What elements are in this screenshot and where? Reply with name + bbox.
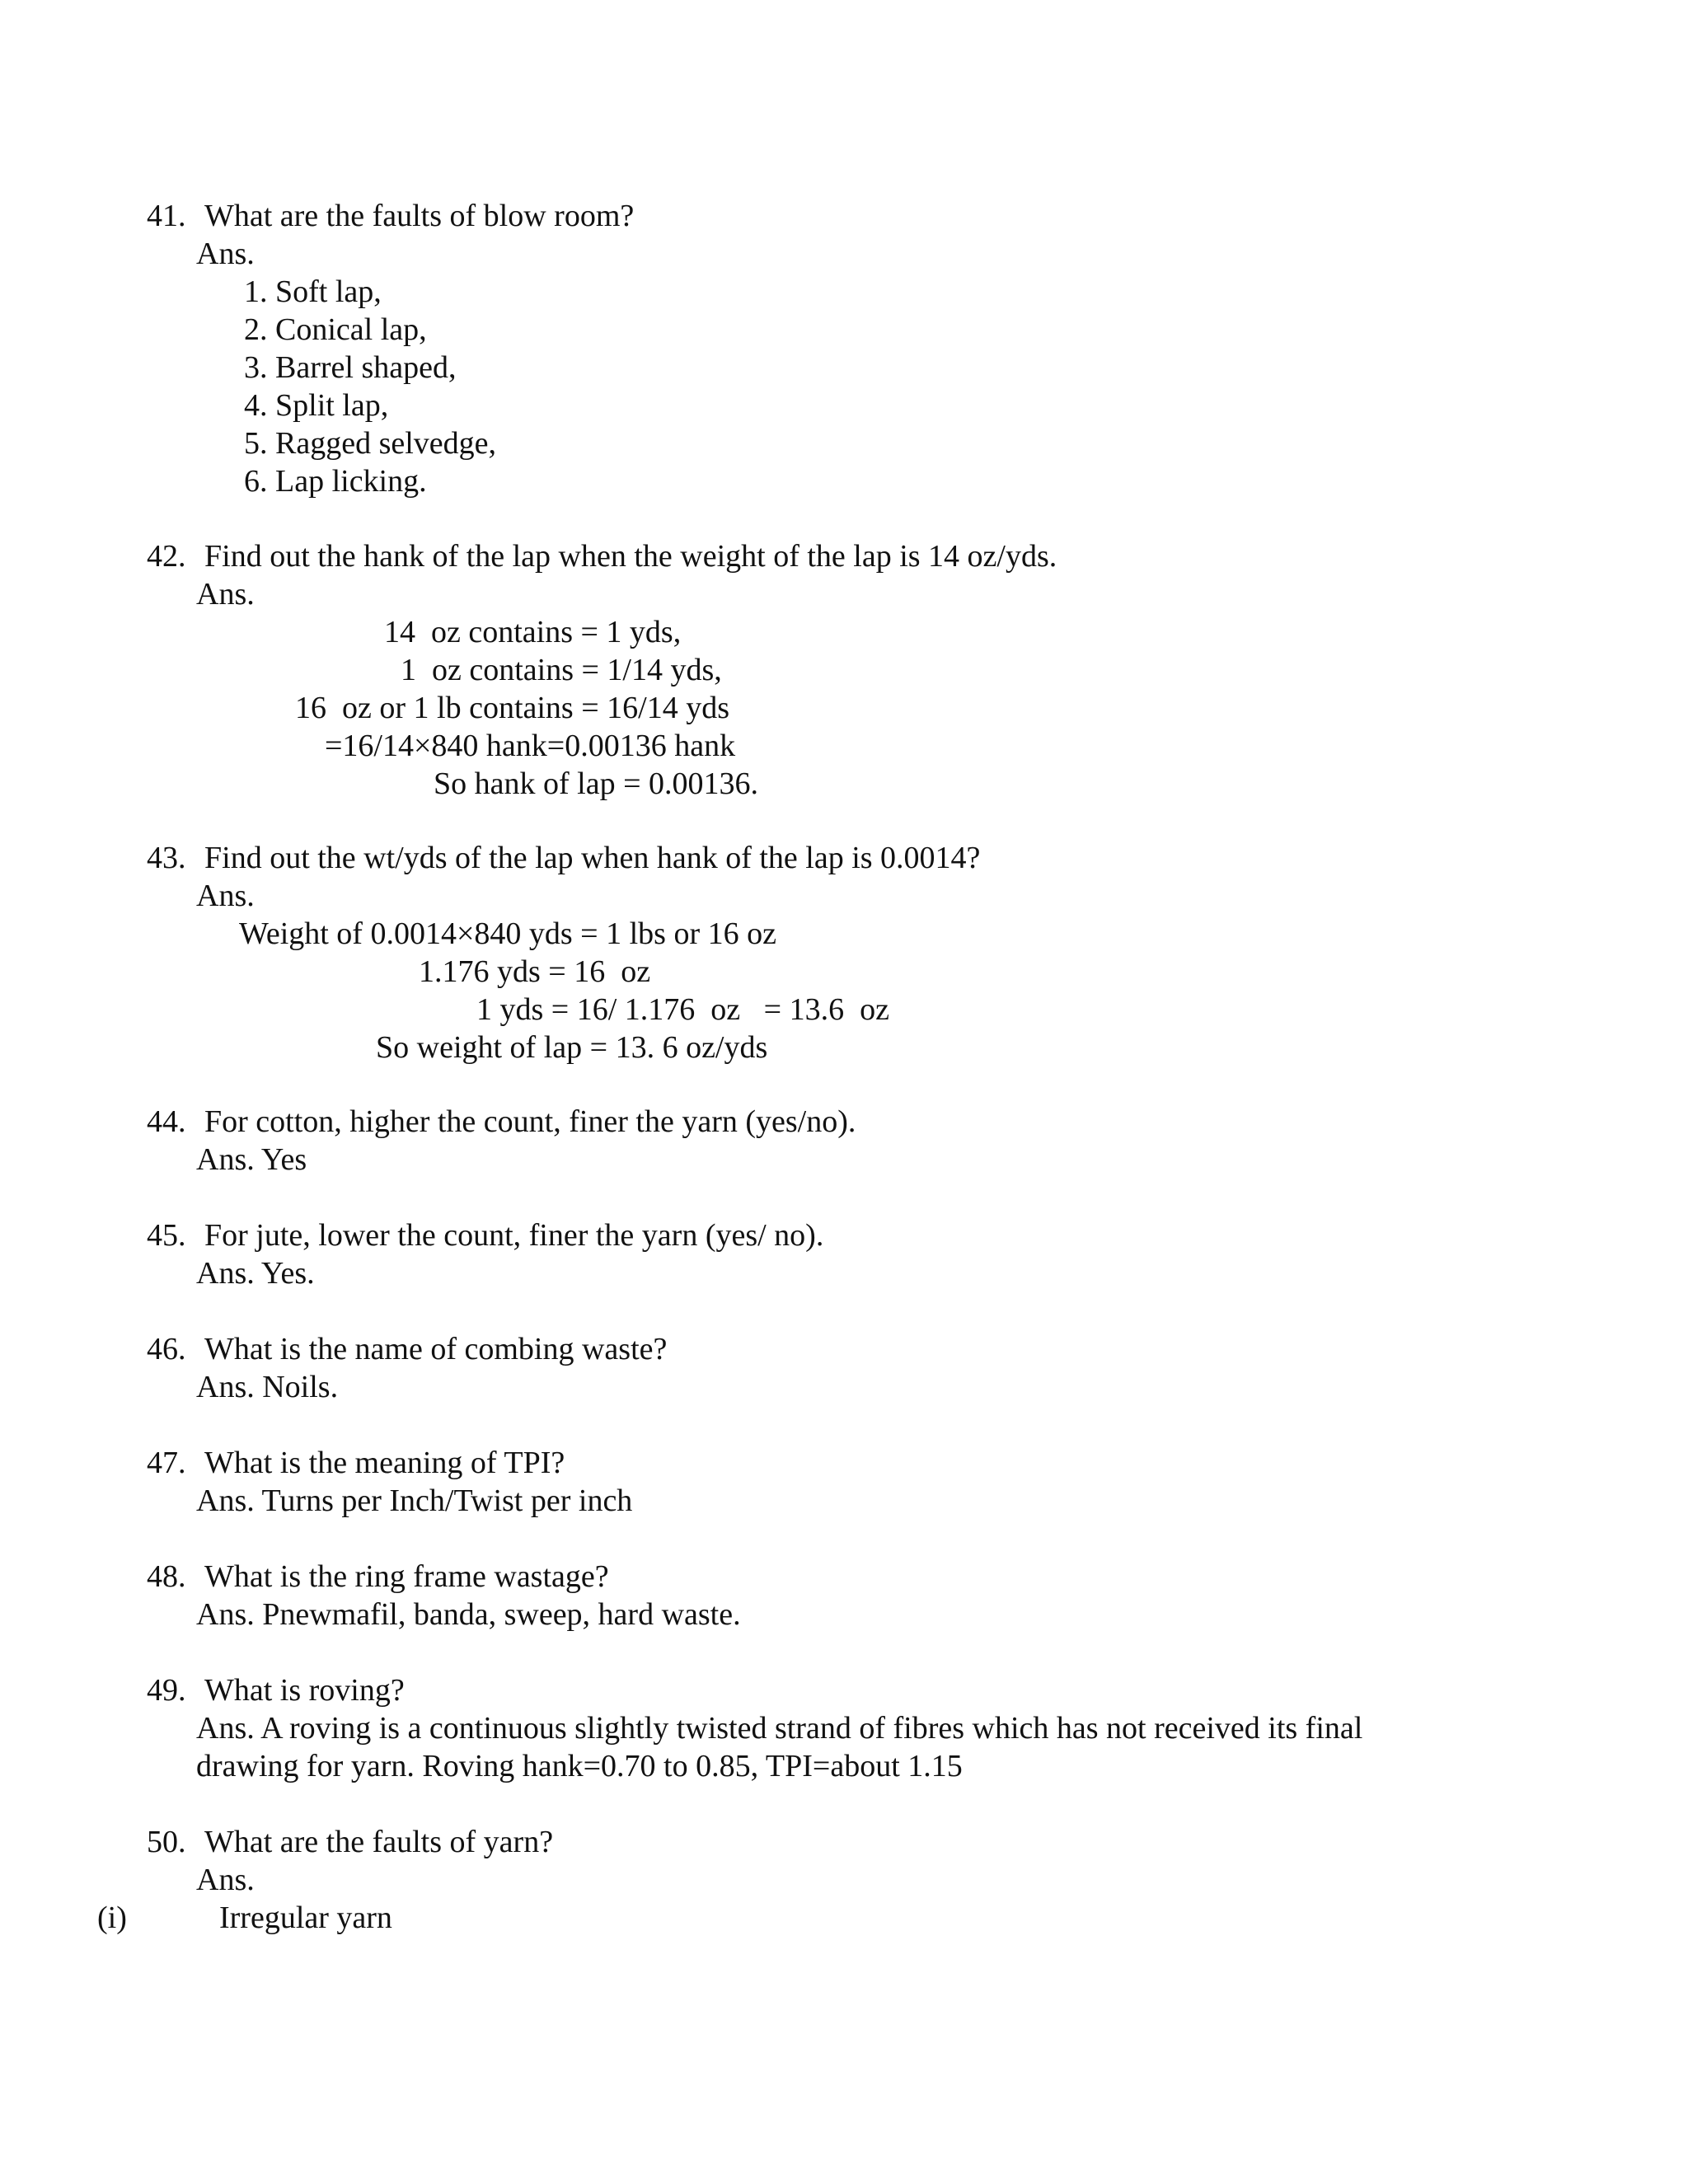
calculation-line: Weight of 0.0014×840 yds = 1 lbs or 16 oz (239, 916, 776, 951)
question-text: What are the faults of blow room? (204, 199, 635, 233)
calculation-line: 14 oz contains = 1 yds, (384, 615, 682, 649)
question-number: 44. (147, 1104, 186, 1139)
question-text: For jute, lower the count, finer the yarn (yes/ no). (204, 1218, 824, 1253)
answer-text: Ans. Pnewmafil, banda, sweep, hard waste. (196, 1597, 741, 1632)
calculation-line: =16/14×840 hank=0.00136 hank (325, 729, 736, 763)
answer-text: Ans. Noils. (196, 1370, 339, 1404)
question-number: 42. (147, 539, 186, 574)
list-item: 2. Conical lap, (244, 312, 427, 347)
calculation-line: 1.176 yds = 16 oz (419, 954, 651, 989)
answer-text: drawing for yarn. Roving hank=0.70 to 0.85, TPI=about 1.15 (196, 1749, 963, 1783)
question-text: Find out the wt/yds of the lap when hank of the lap is 0.0014? (204, 841, 981, 875)
calculation-line: So weight of lap = 13. 6 oz/yds (376, 1030, 768, 1065)
question-text: Find out the hank of the lap when the weight of the lap is 14 oz/yds. (204, 539, 1057, 574)
question-text: What is the name of combing waste? (204, 1332, 668, 1366)
sub-item-text: Irregular yarn (219, 1900, 392, 1935)
sub-item-marker: (i) (97, 1900, 127, 1935)
calculation-line: 16 oz or 1 lb contains = 16/14 yds (295, 691, 729, 725)
answer-text: Ans. Turns per Inch/Twist per inch (196, 1483, 633, 1518)
question-number: 43. (147, 841, 186, 875)
question-text: What are the faults of yarn? (204, 1825, 554, 1859)
answer-label: Ans. (196, 577, 255, 612)
answer-label: Ans. (196, 237, 255, 271)
answer-label: Ans. (196, 1863, 255, 1897)
question-number: 46. (147, 1332, 186, 1366)
question-number: 41. (147, 199, 186, 233)
question-number: 45. (147, 1218, 186, 1253)
question-number: 47. (147, 1446, 186, 1480)
question-number: 48. (147, 1559, 186, 1594)
question-number: 49. (147, 1673, 186, 1708)
answer-text: Ans. Yes (196, 1142, 307, 1177)
list-item: 5. Ragged selvedge, (244, 426, 497, 461)
question-text: For cotton, higher the count, finer the yarn (yes/no). (204, 1104, 856, 1139)
list-item: 4. Split lap, (244, 388, 389, 423)
question-number: 50. (147, 1825, 186, 1859)
answer-label: Ans. (196, 879, 255, 913)
list-item: 3. Barrel shaped, (244, 350, 457, 385)
calculation-line: So hank of lap = 0.00136. (434, 766, 759, 801)
calculation-line: 1 oz contains = 1/14 yds, (401, 653, 722, 687)
calculation-line: 1 yds = 16/ 1.176 oz = 13.6 oz (476, 992, 889, 1027)
list-item: 1. Soft lap, (244, 274, 382, 309)
list-item: 6. Lap licking. (244, 464, 427, 499)
question-text: What is roving? (204, 1673, 405, 1708)
question-text: What is the meaning of TPI? (204, 1446, 565, 1480)
question-text: What is the ring frame wastage? (204, 1559, 609, 1594)
answer-text: Ans. A roving is a continuous slightly twisted strand of fibres which has not received its final (196, 1711, 1363, 1746)
answer-text: Ans. Yes. (196, 1256, 315, 1291)
